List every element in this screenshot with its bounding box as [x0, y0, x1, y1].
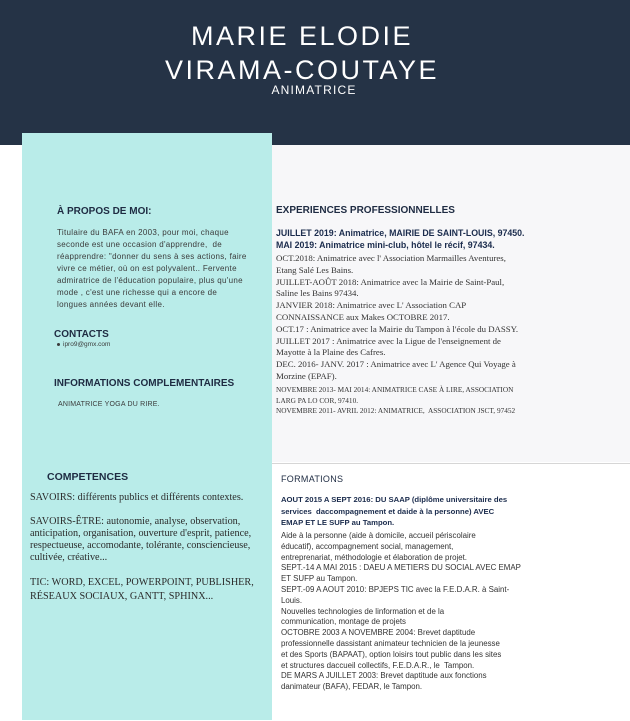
- contact-email: ipro9@gmx.com: [63, 341, 111, 348]
- additional-info-heading: INFORMATIONS COMPLEMENTAIRES: [54, 378, 235, 389]
- about-text-line: mode , c'est une richesse qui a encore de: [57, 288, 218, 297]
- experience-highlight-line: MAI 2019: Animatrice mini-club, hôtel le récif, 97434.: [276, 240, 495, 250]
- experience-entry-line: JANVIER 2018: Animatrice avec L' Association CAP: [276, 300, 467, 311]
- education-line: SEPT.-14 A MAI 2015 : DAEU A METIERS DU SOCIAL AVEC EMAP: [281, 563, 521, 573]
- experience-entries: [276, 253, 518, 383]
- experience-entry-line: Etang Salé Les Bains.: [276, 264, 354, 275]
- experience-entry-line: Mayotte à la Plaine des Cafres.: [276, 347, 386, 358]
- education-line: OCTOBRE 2003 A NOVEMBRE 2004: Brevet daptitude: [281, 628, 476, 638]
- skills-line: SAVOIRS: différents publics et différents contextes.: [30, 492, 244, 503]
- education-line: ET SUFP au Tampon.: [281, 574, 358, 584]
- education-heading: FORMATIONS: [281, 474, 344, 484]
- skills-line: anticipation, organisation, ouverture d'esprit, patience,: [30, 528, 252, 539]
- experience-entry-line: DEC. 2016- JANV. 2017 : Animatrice avec L' Agence Qui Voyage à: [276, 359, 516, 370]
- education-highlight: [281, 494, 507, 529]
- education-details: [281, 531, 521, 693]
- about-text-line: seconde est une occasion d'apprendre, de: [57, 240, 223, 249]
- experience-highlight-line: JUILLET 2019: Animatrice, MAIRIE DE SAINT-LOUIS, 97450.: [276, 228, 525, 238]
- experience-older-entries: [276, 385, 515, 417]
- education-highlight-line: EMAP ET LE SUFP au Tampon.: [281, 518, 395, 527]
- education-line: professionnelle dassistant animateur technicien de la jeunesse: [281, 638, 500, 648]
- education-line: SEPT.-09 A AOUT 2010: BPJEPS TIC avec la F.E.D.A.R. à Saint-: [281, 584, 510, 594]
- experience-entry-line: CONNAISSANCE aux Makes OCTOBRE 2017.: [276, 311, 450, 322]
- education-line: danimateur (BAFA), FEDAR, le Tampon.: [281, 682, 423, 692]
- education-line: et structures daccueil collectifs, F.E.D.A.R., le Tampon.: [281, 660, 475, 670]
- about-text-line: longues années devant elle.: [57, 300, 165, 309]
- education-line: et des Sports (BAPAAT), option loisirs tout public dans les sites: [281, 649, 502, 659]
- experience-entry-line: OCT.17 : Animatrice avec la Mairie du Tampon à l'école du DASSY.: [276, 323, 519, 334]
- experience-highlights: [276, 227, 525, 251]
- name-second-line: VIRAMA-COUTAYE: [164, 55, 440, 85]
- experience-older-line: NOVEMBRE 2013- MAI 2014: ANIMATRICE CASE À LIRE, ASSOCIATION: [276, 385, 514, 394]
- resume-header: [0, 0, 630, 145]
- skills-line: respectueuse, accomodante, tolérante, consciencieuse,: [30, 540, 251, 551]
- education-highlight-line: services daccompagnement et daide à la personne) AVEC: [281, 506, 495, 516]
- education-line: Louis.: [281, 595, 303, 605]
- skills-line: RÉSEAUX SOCIAUX, GANTT, SPHINX...: [30, 591, 214, 602]
- education-highlight-line: AOUT 2015 A SEPT 2016: DU SAAP (diplôme universitaire des: [281, 495, 508, 504]
- job-title: ANIMATRICE: [271, 83, 357, 97]
- experience-older-line: LARG PA LO COR, 97410.: [276, 395, 359, 405]
- sidebar-panel: [22, 133, 272, 720]
- skills-tic: [30, 576, 254, 604]
- about-text-line: vivre ce métier, où on est polyvalent.. Fervente: [57, 264, 237, 273]
- experience-older-line: NOVEMBRE 2011- AVRIL 2012: ANIMATRICE, ASSOCIATION JSCT, 97452: [276, 406, 516, 415]
- bullet-icon: [57, 343, 60, 346]
- about-text-line: Titulaire du BAFA en 2003, pour moi, chaque: [57, 228, 229, 237]
- additional-info-text: ANIMATRICE YOGA DU RIRE.: [58, 401, 160, 408]
- skills-line: SAVOIRS-ÊTRE: autonomie, analyse, observation,: [30, 516, 241, 527]
- experience-entry-line: JUILLET 2017 : Animatrice avec la Ligue de l'enseignement de: [276, 335, 501, 346]
- experience-entry-line: Morzine (EPAF).: [276, 370, 337, 381]
- about-text-line: réapprendre: "donner du sens à ses actions, faire: [57, 252, 247, 261]
- about-text-line: admiratrice de l'éducation populaire, plus qu'une: [57, 276, 243, 285]
- education-line: éducatif), accompagnement social, management,: [281, 541, 454, 551]
- education-line: Nouvelles technologies de linformation et de la: [281, 606, 445, 616]
- skills-savoirs: [30, 492, 243, 504]
- experience-entry-line: OCT.2018: Animatrice avec l' Association Marmailles Aventures,: [276, 253, 506, 263]
- skills-heading: COMPETENCES: [47, 471, 129, 483]
- about-text: [57, 227, 247, 311]
- experience-entry-line: Saline les Bains 97434.: [276, 288, 359, 299]
- education-line: entreprenariat, méthodologie et élaboration de projet.: [281, 552, 467, 562]
- skills-savoirs-etre: [30, 516, 251, 564]
- about-heading: À PROPOS DE MOI:: [57, 206, 152, 217]
- skills-line: TIC: WORD, EXCEL, POWERPOINT, PUBLISHER,: [30, 577, 254, 588]
- experience-entry-line: JUILLET-AOÛT 2018: Animatrice avec la Mairie de Saint-Paul,: [276, 276, 505, 287]
- name-first-line: MARIE ELODIE: [190, 21, 414, 51]
- skills-line: cultivée, créative...: [30, 552, 108, 563]
- education-line: Aide à la personne (aide à domicile, accueil périscolaire: [281, 531, 476, 540]
- education-line: DE MARS A JUILLET 2003: Brevet daptitude aux fonctions: [281, 671, 487, 681]
- contacts-heading: CONTACTS: [54, 329, 109, 340]
- experience-heading: EXPERIENCES PROFESSIONNELLES: [276, 205, 455, 216]
- education-line: communication, montage de projets: [281, 617, 407, 627]
